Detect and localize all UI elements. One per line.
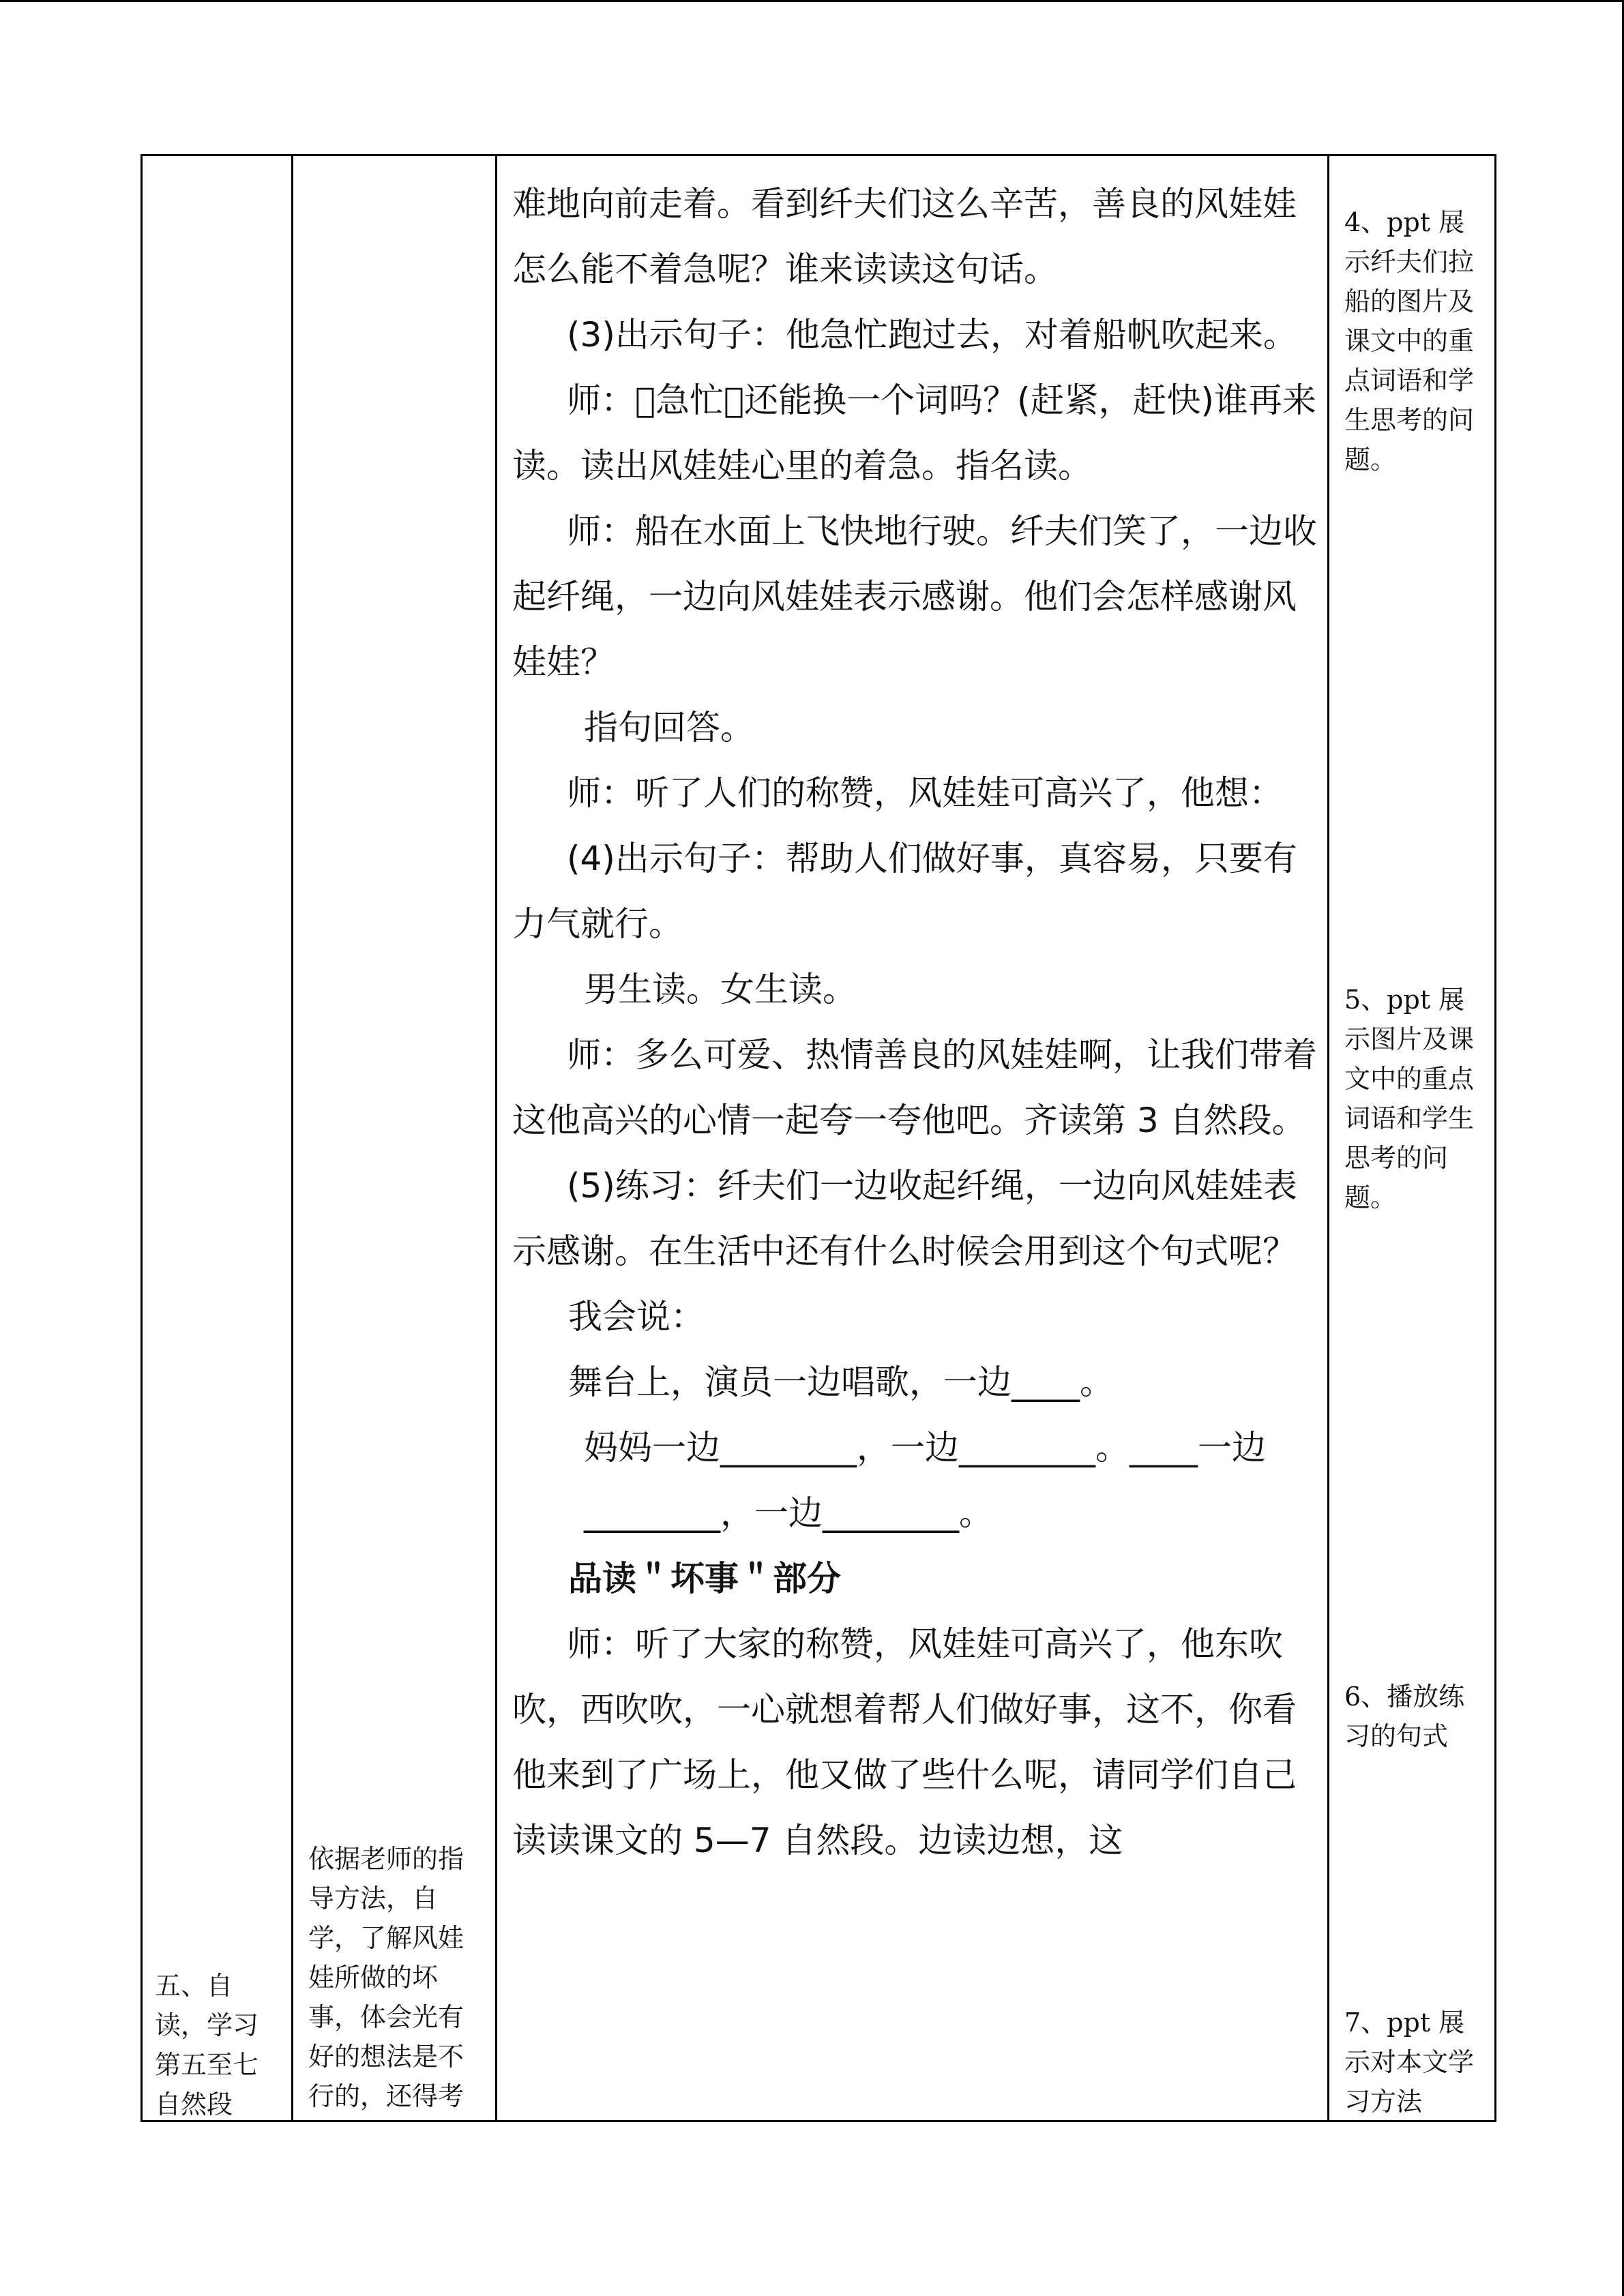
content-paragraph: 师：多么可爱、热情善良的风娃娃啊，让我们带着这他高兴的心情一起夸一夸他吧。齐读第 3 自然段。	[512, 1035, 1317, 1140]
media-note-5: 5、ppt 展示图片及课文中的重点词语和学生思考的问题。	[1344, 985, 1475, 1212]
content-paragraph: (4)出示句子：帮助人们做好事，真容易，只要有力气就行。	[512, 839, 1297, 944]
content-paragraph: (3)出示句子：他急忙跑过去，对着船帆吹起来。	[567, 315, 1297, 355]
media-note-6: 6、播放练习的句式	[1344, 1682, 1465, 1751]
content-paragraph: 师：听了人们的称赞，风娃娃可高兴了，他想：	[567, 773, 1283, 813]
content-paragraph: 指句回答。	[584, 708, 754, 747]
content-paragraph: 师：船在水面上飞快地行驶。纤夫们笑了，一边收起纤绳，一边向风娃娃表示感谢。他们会怎样感谢风娃娃？	[512, 511, 1317, 682]
content-paragraph: 难地向前走着。看到纤夫们这么辛苦，善良的风娃娃怎么能不着急呢？谁来读读这句话。	[512, 184, 1297, 289]
teaching-content	[512, 171, 1317, 1873]
page-top-border	[0, 0, 1624, 2]
media-note-4: 4、ppt 展示纤夫们拉船的图片及课文中的重点词语和学生思考的问题。	[1344, 207, 1475, 475]
content-paragraph: 男生读。女生读。	[584, 970, 857, 1009]
content-paragraph: 妈妈一边________，一边________。____一边________，一边________。	[584, 1428, 1266, 1533]
teaching-step-cell	[142, 155, 293, 2121]
media-notes-cell	[1329, 155, 1496, 2121]
section-heading: 品读＂坏事＂部分	[568, 1559, 841, 1598]
media-note-7: 7、ppt 展示对本文学习方法	[1344, 2008, 1475, 2117]
student-activity-text: 依据老师的指导方法，自学，了解风娃娃所做的坏事，体会光有好的想法是不行的，还得考	[308, 1844, 464, 2111]
teaching-step-text: 五、自读，学习第五至七自然段	[155, 1971, 259, 2119]
content-paragraph: 师：听了大家的称赞，风娃娃可高兴了，他东吹吹，西吹吹，一心就想着帮人们做好事，这不，你看他来到了广场上，他又做了些什么呢，请同学们自己读读课文的 5—7 自然段。边读边想，这	[512, 1624, 1297, 1860]
student-activity-cell	[293, 155, 497, 2121]
content-paragraph: (5)练习：纤夫们一边收起纤绳，一边向风娃娃表示感谢。在生活中还有什么时候会用到这个句式呢？	[512, 1166, 1297, 1271]
content-paragraph: 舞台上，演员一边唱歌，一边____。	[568, 1362, 1114, 1402]
teaching-content-cell	[497, 155, 1329, 2121]
lesson-plan-table	[141, 154, 1496, 2122]
content-paragraph: 我会说：	[568, 1297, 705, 1337]
table-row	[142, 155, 1496, 2121]
content-paragraph: 师： 急忙 还能换一个词吗？(赶紧，赶快)谁再来读。读出风娃娃心里的着急。指名读。	[512, 381, 1317, 486]
